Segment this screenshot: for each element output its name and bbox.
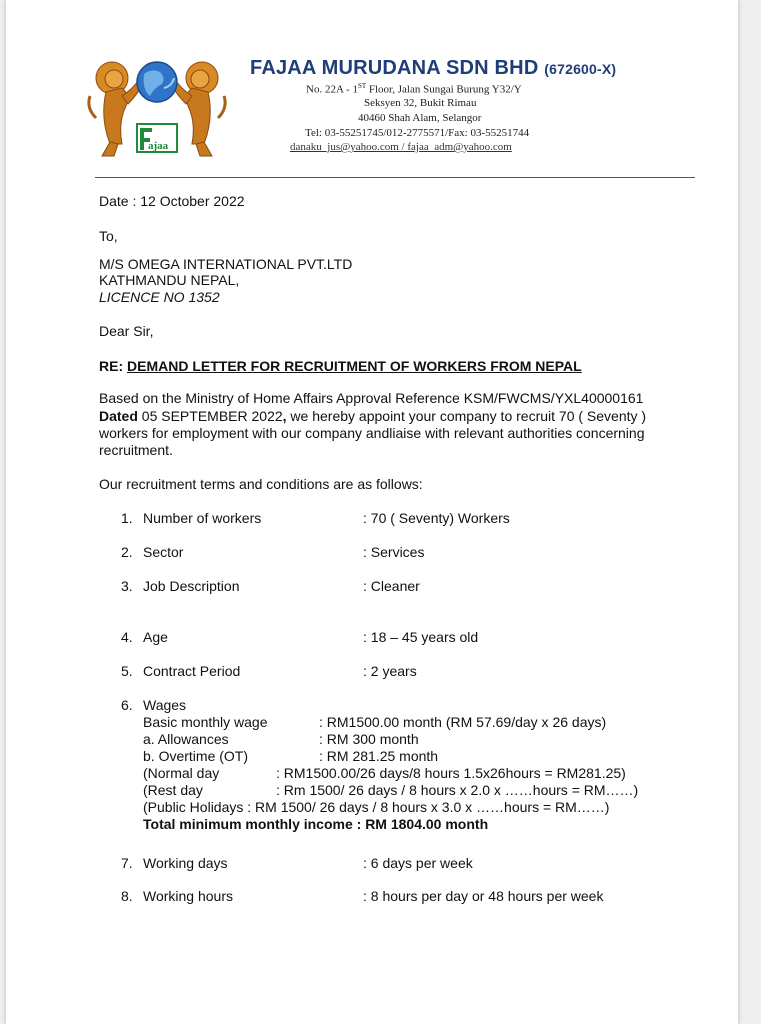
term-value: : 2 years (363, 663, 417, 679)
overtime-value: : RM 281.25 month (319, 748, 439, 764)
term-number: 3. (121, 578, 133, 594)
term-number: 8. (121, 888, 133, 904)
allowances-label: a. Allowances (143, 731, 229, 747)
email-addresses: danaku_jus@yahoo.com / fajaa_adm@yahoo.com (290, 141, 512, 153)
letter-date: Date : 12 October 2022 (99, 193, 245, 209)
term-value: : 8 hours per day or 48 hours per week (363, 888, 604, 904)
term-number: 5. (121, 663, 133, 679)
normal-day-value: : RM1500.00/26 days/8 hours 1.5x26hours = RM281.25) (276, 765, 626, 781)
company-logo (82, 48, 232, 164)
subject-text: DEMAND LETTER FOR RECRUITMENT OF WORKERS FROM NEPAL (127, 358, 582, 374)
body-line-4: recruitment. (99, 442, 173, 458)
term-label: Job Description (143, 578, 240, 594)
body-line-3: workers for employment with our company andliaise with relevant authorities concerning (99, 425, 645, 441)
term-value: : Services (363, 544, 425, 560)
term-number: 1. (121, 510, 133, 526)
term-number: 2. (121, 544, 133, 560)
term-label: Contract Period (143, 663, 241, 679)
allowances-value: : RM 300 month (319, 731, 419, 747)
recipient-city: KATHMANDU NEPAL, (99, 272, 240, 288)
overtime-label: b. Overtime (OT) (143, 748, 249, 764)
wages-title: Wages (143, 697, 187, 713)
terms-intro: Our recruitment terms and conditions are as follows: (99, 476, 423, 492)
term-value: : 6 days per week (363, 855, 473, 871)
company-name: FAJAA MURUDANA SDN BHD (672600-X) (250, 57, 617, 79)
salutation: Dear Sir, (99, 323, 154, 339)
normal-day-label: (Normal day (143, 765, 220, 781)
recipient-name: M/S OMEGA INTERNATIONAL PVT.LTD (99, 256, 353, 272)
address-line-3: 40460 Shah Alam, Selangor (358, 112, 482, 124)
wages-number: 6. (121, 697, 133, 713)
rest-day-label: (Rest day (143, 782, 203, 798)
term-number: 7. (121, 855, 133, 871)
body-line-1: Based on the Ministry of Home Affairs Approval Reference KSM/FWCMS/YXL40000161 (99, 390, 644, 406)
term-label: Working days (143, 855, 228, 871)
total-income: Total minimum monthly income : RM 1804.00 month (143, 816, 489, 832)
address-line-1: No. 22A - 1ST Floor, Jalan Sungai Burung Y32/Y (306, 82, 522, 96)
subject-line: RE: DEMAND LETTER FOR RECRUITMENT OF WORKERS FROM NEPAL (99, 358, 582, 374)
term-label: Age (143, 629, 168, 645)
basic-wage-value: : RM1500.00 month (RM 57.69/day x 26 days) (319, 714, 607, 730)
term-value: : Cleaner (363, 578, 420, 594)
phone-fax-line: Tel: 03-55251745/012-2775571/Fax: 03-55251744 (305, 127, 530, 139)
term-label: Sector (143, 544, 184, 560)
term-value: : 18 – 45 years old (363, 629, 479, 645)
letterhead-divider (95, 177, 695, 178)
term-label: Working hours (143, 888, 234, 904)
company-registration: (672600-X) (544, 61, 617, 77)
term-number: 4. (121, 629, 133, 645)
rest-day-value: : Rm 1500/ 26 days / 8 hours x 2.0 x ……hours = RM……) (276, 782, 639, 798)
recipient-licence: LICENCE NO 1352 (99, 289, 220, 305)
term-value: : 70 ( Seventy) Workers (363, 510, 510, 526)
term-label: Number of workers (143, 510, 262, 526)
to-label: To, (99, 228, 118, 244)
basic-wage-label: Basic monthly wage (143, 714, 268, 730)
svg-text:ajaa: ajaa (148, 140, 169, 152)
public-holiday-line: (Public Holidays : RM 1500/ 26 days / 8 hours x 3.0 x ……hours = RM……) (143, 799, 610, 815)
body-line-2: Dated 05 SEPTEMBER 2022, we hereby appoint your company to recruit 70 ( Seventy ) (99, 408, 647, 424)
address-line-2: Seksyen 32, Bukit Rimau (364, 97, 477, 109)
